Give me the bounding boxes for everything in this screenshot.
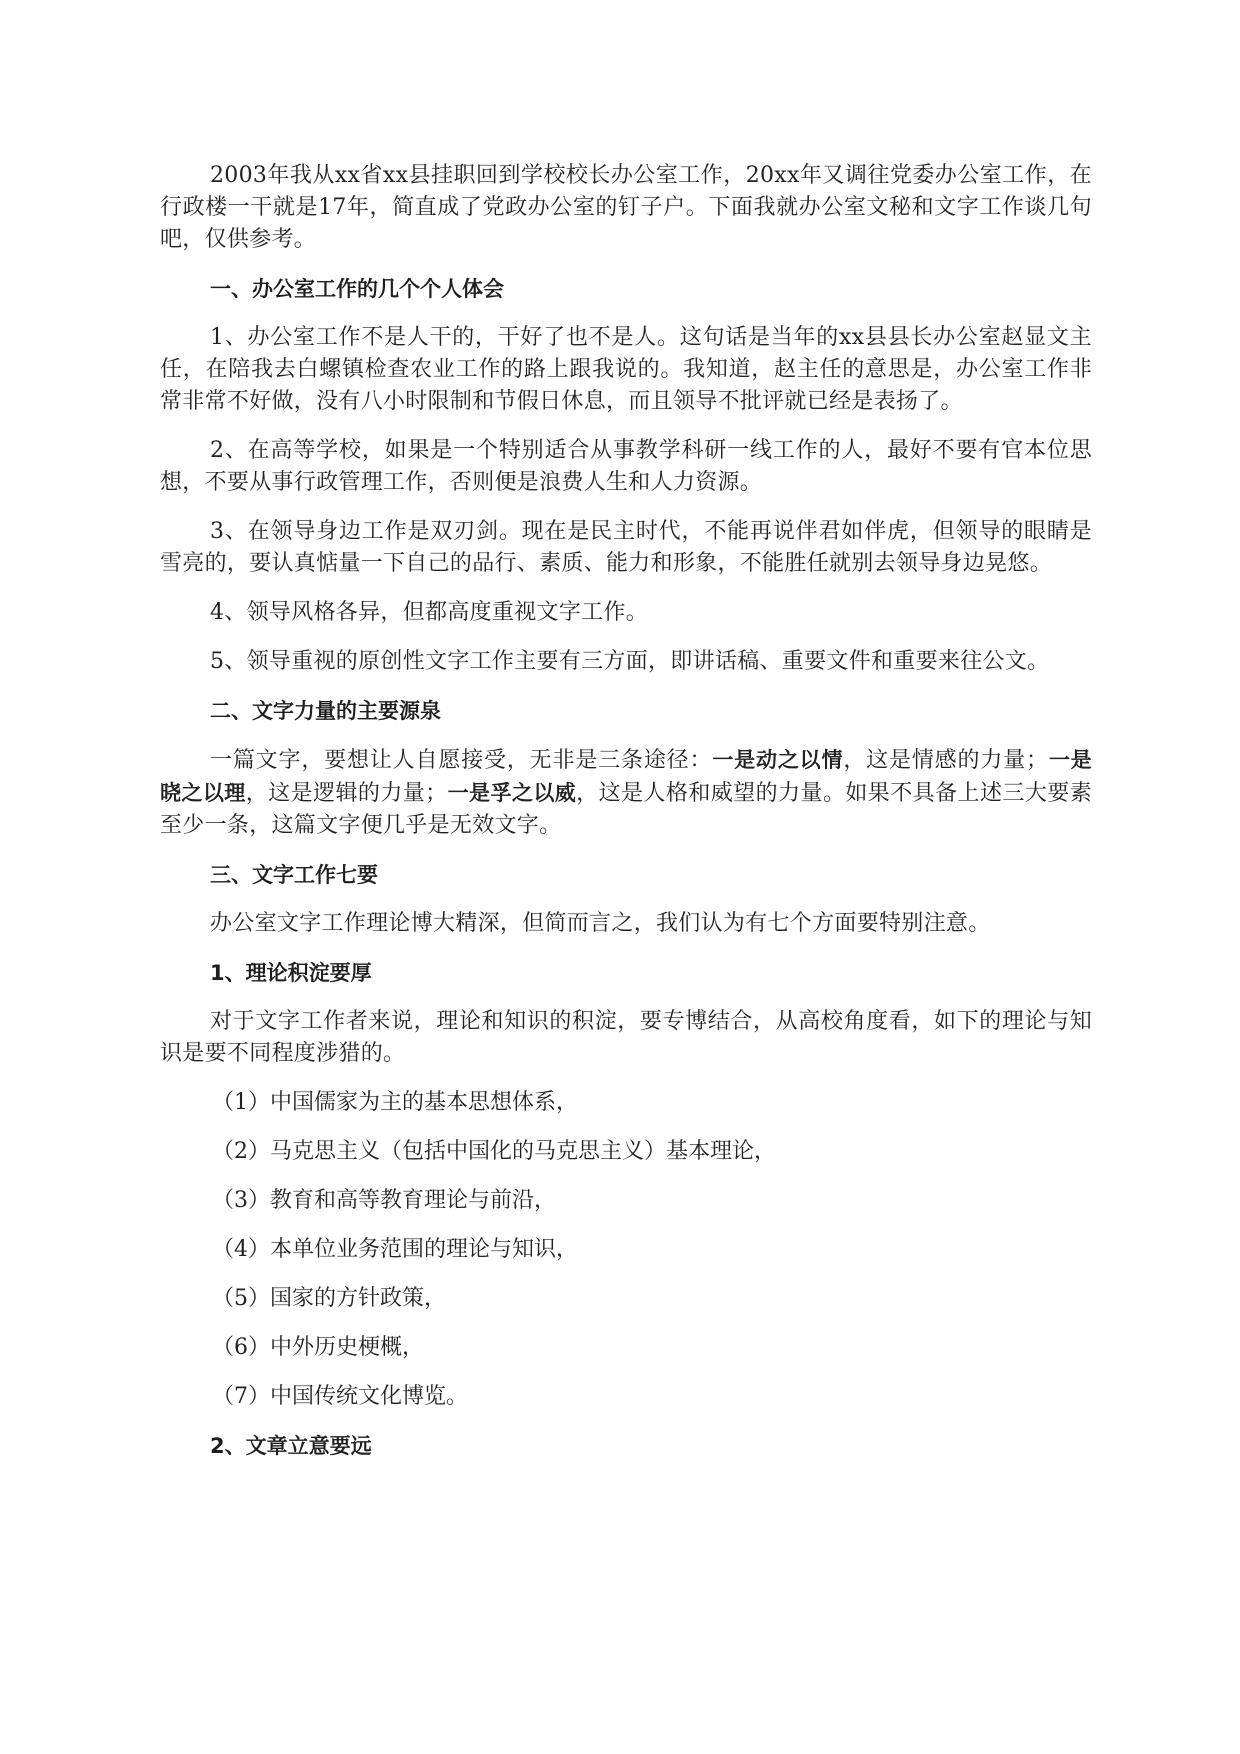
paragraph-6-text-1: 一篇文字，要想让人自愿接受，无非是三条途径：: [210, 748, 713, 773]
section-heading-3: 三、文字工作七要: [210, 863, 378, 887]
document-page: [160, 160, 1092, 1479]
paragraph-4: 4、领导风格各异，但都高度重视文字工作。: [210, 600, 648, 625]
paragraph-1: 1、办公室工作不是人干的，干好了也不是人。这句话是当年的xx县县长办公室赵显文主任，在陪我去白螺镇检查农业工作的路上跟我说的。我知道，赵主任的意思是，办公室工作非常非常不好做，没有八小时限制和节假日休息，而且领导不批评就已经是表扬了。: [160, 325, 1092, 414]
emphasis-authority: 一是孚之以威: [447, 781, 577, 805]
paragraph-7: 办公室文字工作理论博大精深，但简而言之，我们认为有七个方面要特别注意。: [210, 911, 991, 936]
section-heading-2: 二、文字力量的主要源泉: [210, 699, 441, 723]
intro-paragraph: 2003年我从xx省xx县挂职回到学校校长办公室工作，20xx年又调往党委办公室工作，在行政楼一干就是17年，简直成了党政办公室的钉子户。下面我就办公室文秘和文字工作谈几句吧，仅供参考。: [160, 163, 1092, 252]
list-item: （7）中国传统文化博览。: [212, 1384, 468, 1409]
paragraph-5: 5、领导重视的原创性文字工作主要有三方面，即讲话稿、重要文件和重要来往公文。: [210, 649, 1050, 674]
paragraph-6-text-4: ，这是人格和威望的力量。如果不具备上述三大要素至少一条，这篇文字便几乎是无效文字。: [160, 781, 1092, 838]
paragraph-6-text-3: ，这是逻辑的力量；: [245, 781, 448, 806]
paragraph-6: [160, 744, 1092, 842]
list-item: （1）中国儒家为主的基本思想体系，: [212, 1090, 578, 1115]
list-item: （2）马克思主义（包括中国化的马克思主义）基本理论，: [212, 1139, 776, 1164]
paragraph-6-text-2: ，这是情感的力量；: [843, 748, 1049, 773]
section-heading-1: 一、办公室工作的几个个人体会: [210, 277, 504, 301]
paragraph-2: 2、在高等学校，如果是一个特别适合从事教学科研一线工作的人，最好不要有官本位思想，不要从事行政管理工作，否则便是浪费人生和人力资源。: [160, 438, 1092, 495]
list-item: （5）国家的方针政策，: [212, 1286, 446, 1311]
list-item: （4）本单位业务范围的理论与知识，: [212, 1237, 578, 1262]
subsection-heading-1: 1、理论积淀要厚: [210, 961, 372, 985]
paragraph-8: 对于文字工作者来说，理论和知识的积淀，要专博结合，从高校角度看，如下的理论与知识是要不同程度涉猎的。: [160, 1009, 1092, 1066]
list-item: （6）中外历史梗概，: [212, 1335, 424, 1360]
subsection-heading-2: 2、文章立意要远: [210, 1434, 372, 1458]
paragraph-3: 3、在领导身边工作是双刃剑。现在是民主时代，不能再说伴君如伴虎，但领导的眼睛是雪亮的，要认真惦量一下自己的品行、素质、能力和形象，不能胜任就别去领导身边晃悠。: [160, 519, 1092, 576]
emphasis-reason: 一是晓之以理: [160, 748, 1092, 805]
list-item: （3）教育和高等教育理论与前沿，: [212, 1188, 556, 1213]
emphasis-emotion: 一是动之以情: [712, 748, 844, 772]
